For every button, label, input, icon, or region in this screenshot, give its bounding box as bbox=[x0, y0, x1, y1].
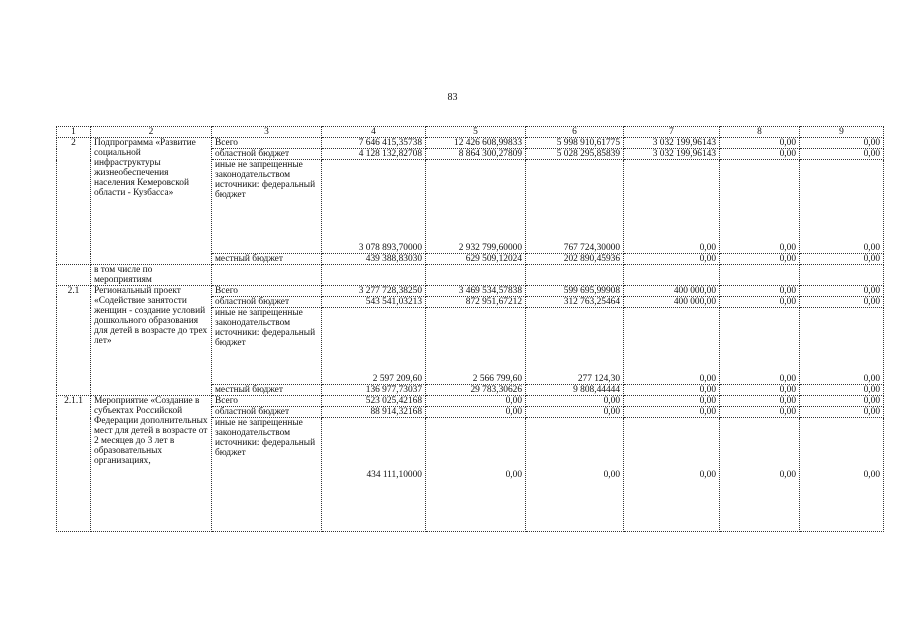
cell-value: 439 388,83030 bbox=[322, 254, 426, 265]
cell-value: 5 028 295,85839 bbox=[526, 149, 624, 160]
cell-value: 0,00 bbox=[624, 385, 720, 396]
source-label: иные не запрещенные законодательством источники: федеральный бюджет bbox=[212, 418, 322, 532]
cell-value: 0,00 bbox=[800, 149, 884, 160]
cell-value: 0,00 bbox=[526, 418, 624, 532]
cell-value: 0,00 bbox=[800, 138, 884, 149]
cell-value: 0,00 bbox=[720, 308, 800, 385]
row-number bbox=[57, 265, 91, 286]
cell-value: 0,00 bbox=[720, 160, 800, 254]
cell-value: 29 783,30626 bbox=[426, 385, 526, 396]
row-name: Региональный проект «Содействие занятости женщин - создание условий дошкольного образования для детей в возрасте до трех лет» bbox=[91, 286, 212, 396]
budget-table bbox=[56, 126, 884, 532]
source-label: Всего bbox=[212, 286, 322, 297]
col-header: 6 bbox=[526, 127, 624, 138]
cell-value: 0,00 bbox=[720, 407, 800, 418]
source-label: областной бюджет bbox=[212, 407, 322, 418]
cell-value: 767 724,30000 bbox=[526, 160, 624, 254]
table-row bbox=[57, 138, 884, 149]
cell-value: 0,00 bbox=[624, 308, 720, 385]
cell-value: 8 864 300,27809 bbox=[426, 149, 526, 160]
col-header: 8 bbox=[720, 127, 800, 138]
cell-value: 543 541,03213 bbox=[322, 297, 426, 308]
row-name: Подпрограмма «Развитие социальной инфраструктуры жизнеобеспечения населения Кемеровской области - Кузбасса» bbox=[91, 138, 212, 265]
cell-value: 0,00 bbox=[720, 297, 800, 308]
row-name: в том числе по мероприятиям bbox=[91, 265, 212, 286]
cell-value: 5 998 910,61775 bbox=[526, 138, 624, 149]
row-number: 2 bbox=[57, 138, 91, 265]
cell-value: 277 124,30 bbox=[526, 308, 624, 385]
cell-value: 3 032 199,96143 bbox=[624, 138, 720, 149]
table-row bbox=[57, 286, 884, 297]
cell-value: 9 808,44444 bbox=[526, 385, 624, 396]
col-header: 2 bbox=[91, 127, 212, 138]
table-row bbox=[57, 265, 884, 286]
cell-value: 2 932 799,60000 bbox=[426, 160, 526, 254]
source-label: областной бюджет bbox=[212, 149, 322, 160]
cell-value: 0,00 bbox=[720, 385, 800, 396]
cell-value: 2 597 209,60 bbox=[322, 308, 426, 385]
cell-value: 0,00 bbox=[720, 396, 800, 407]
cell-value: 400 000,00 bbox=[624, 297, 720, 308]
col-header: 3 bbox=[212, 127, 322, 138]
cell-value: 0,00 bbox=[720, 149, 800, 160]
cell-value: 0,00 bbox=[720, 138, 800, 149]
col-header: 7 bbox=[624, 127, 720, 138]
cell-value: 3 469 534,57838 bbox=[426, 286, 526, 297]
source-label: иные не запрещенные законодательством источники: федеральный бюджет bbox=[212, 308, 322, 385]
source-label: Всего bbox=[212, 396, 322, 407]
cell-value: 0,00 bbox=[624, 160, 720, 254]
cell-value: 0,00 bbox=[624, 254, 720, 265]
col-header: 4 bbox=[322, 127, 426, 138]
source-label: местный бюджет bbox=[212, 385, 322, 396]
cell-value: 0,00 bbox=[720, 254, 800, 265]
cell-value: 2 566 799,60 bbox=[426, 308, 526, 385]
cell-value: 3 032 199,96143 bbox=[624, 149, 720, 160]
cell-value: 0,00 bbox=[800, 418, 884, 532]
row-name: Мероприятие «Создание в субъектах Российской Федерации дополнительных мест для детей в возрасте от 2 месяцев до 3 лет в образовательных организациях, bbox=[91, 396, 212, 532]
cell-value: 0,00 bbox=[426, 407, 526, 418]
cell-value: 4 128 132,82708 bbox=[322, 149, 426, 160]
row-number: 2.1.1 bbox=[57, 396, 91, 532]
cell-value: 202 890,45936 bbox=[526, 254, 624, 265]
cell-value: 3 078 893,70000 bbox=[322, 160, 426, 254]
cell-value: 0,00 bbox=[624, 407, 720, 418]
col-header: 1 bbox=[57, 127, 91, 138]
cell-value: 0,00 bbox=[720, 418, 800, 532]
cell-value: 599 695,99908 bbox=[526, 286, 624, 297]
cell-value: 0,00 bbox=[800, 160, 884, 254]
cell-value: 400 000,00 bbox=[624, 286, 720, 297]
source-label: Всего bbox=[212, 138, 322, 149]
cell-value: 0,00 bbox=[426, 396, 526, 407]
cell-value: 0,00 bbox=[800, 407, 884, 418]
source-label: местный бюджет bbox=[212, 254, 322, 265]
cell-value: 136 977,73037 bbox=[322, 385, 426, 396]
cell-value: 7 646 415,35738 bbox=[322, 138, 426, 149]
cell-value: 0,00 bbox=[800, 286, 884, 297]
cell-value: 434 111,10000 bbox=[322, 418, 426, 532]
cell-value: 88 914,32168 bbox=[322, 407, 426, 418]
cell-value: 0,00 bbox=[800, 385, 884, 396]
col-header: 9 bbox=[800, 127, 884, 138]
cell-value: 0,00 bbox=[800, 396, 884, 407]
cell-value: 0,00 bbox=[800, 297, 884, 308]
cell-value: 0,00 bbox=[624, 418, 720, 532]
table-row bbox=[57, 396, 884, 407]
source-label: областной бюджет bbox=[212, 297, 322, 308]
cell-value: 0,00 bbox=[526, 407, 624, 418]
cell-value: 0,00 bbox=[720, 286, 800, 297]
cell-value: 0,00 bbox=[800, 254, 884, 265]
header-row bbox=[57, 127, 884, 138]
cell-value: 0,00 bbox=[800, 308, 884, 385]
cell-value: 0,00 bbox=[426, 418, 526, 532]
cell-value: 0,00 bbox=[526, 396, 624, 407]
cell-value: 12 426 608,99833 bbox=[426, 138, 526, 149]
cell-value: 0,00 bbox=[624, 396, 720, 407]
cell-value: 3 277 728,38250 bbox=[322, 286, 426, 297]
row-number: 2.1 bbox=[57, 286, 91, 396]
cell-value: 312 763,25464 bbox=[526, 297, 624, 308]
cell-value: 629 509,12024 bbox=[426, 254, 526, 265]
col-header: 5 bbox=[426, 127, 526, 138]
cell-value: 872 951,67212 bbox=[426, 297, 526, 308]
source-label: иные не запрещенные законодательством источники: федеральный бюджет bbox=[212, 160, 322, 254]
cell-value: 523 025,42168 bbox=[322, 396, 426, 407]
page-number: 83 bbox=[447, 92, 458, 103]
